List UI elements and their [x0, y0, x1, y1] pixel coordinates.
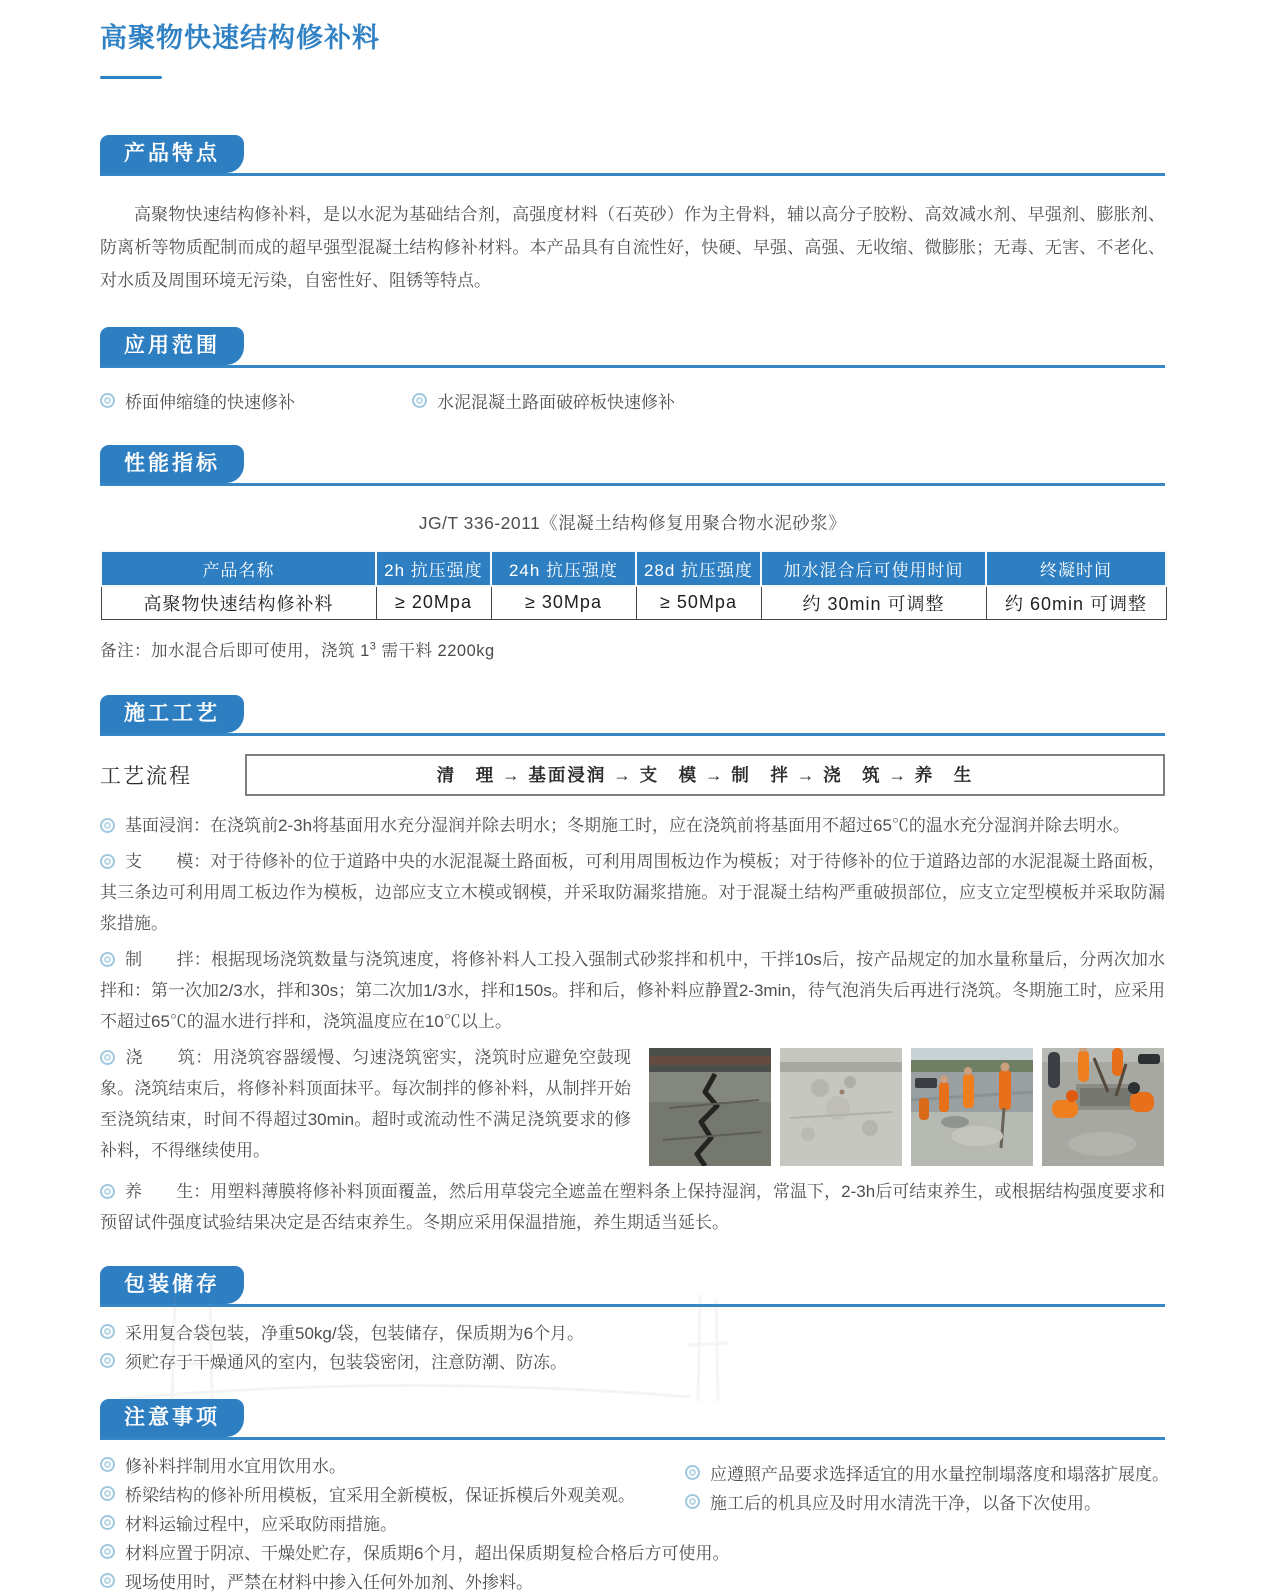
- cell-2h-strength: ≥ 20Mpa: [376, 586, 491, 619]
- notice-item-label: 桥梁结构的修补所用模板，宜采用全新模板，保证拆模后外观美观。: [125, 1485, 635, 1505]
- application-item-label: 桥面伸缩缝的快速修补: [125, 393, 295, 412]
- cell-24h-strength: ≥ 30Mpa: [491, 586, 636, 619]
- double-ring-bullet-icon: [100, 818, 115, 833]
- cell-product-name: 高聚物快速结构修补料: [101, 586, 376, 619]
- workers-pouring-repair-photo: [1042, 1048, 1164, 1166]
- packaging-item-label: 须贮存于干燥通风的室内，包装袋密闭，注意防潮、防冻。: [125, 1352, 567, 1372]
- notice-item-label: 现场使用时，严禁在材料中掺入任何外加剂、外掺料。: [125, 1572, 533, 1592]
- col-header-28d: 28d 抗压强度: [636, 551, 761, 586]
- step-formwork: [100, 846, 1165, 939]
- double-ring-bullet-icon: [685, 1465, 700, 1480]
- double-ring-bullet-icon: [100, 952, 115, 967]
- double-ring-bullet-icon: [100, 1353, 115, 1368]
- section-badge-packaging: 包装储存: [100, 1266, 244, 1304]
- step-label: 养 生：: [125, 1181, 211, 1201]
- col-header-final-set: 终凝时间: [986, 551, 1166, 586]
- process-flow-box: 清 理 → 基面浸润 → 支 模 → 制 拌 → 浇 筑 → 养 生: [245, 754, 1165, 796]
- application-item-label: 水泥混凝土路面破碎板快速修补: [437, 393, 675, 412]
- section-badge-performance: 性能指标: [100, 445, 244, 483]
- double-ring-bullet-icon: [100, 1573, 115, 1588]
- double-ring-bullet-icon: [100, 1457, 115, 1472]
- step-label: 支 模：: [125, 851, 211, 871]
- step-text: 用浇筑容器缓慢、匀速浇筑密实，浇筑时应避免空鼓现象。浇筑结束后，将修补料顶面抹平。每次制拌的修补料，从制拌开始至浇筑结束，时间不得超过30min。超时或流动性不满足浇筑要求的修补料，不得继续使用。: [100, 1047, 632, 1160]
- datasheet-page: [100, 0, 1169, 1593]
- section-header-rule: [100, 695, 1165, 736]
- section-header-rule: [100, 445, 1165, 486]
- section-features: [100, 135, 1165, 297]
- section-packaging: [100, 1266, 1165, 1373]
- process-flow-row: [100, 754, 1165, 796]
- cell-28d-strength: ≥ 50Mpa: [636, 586, 761, 619]
- table-row: [101, 586, 1166, 619]
- double-ring-bullet-icon: [100, 854, 115, 869]
- double-ring-bullet-icon: [100, 1544, 115, 1559]
- application-item: [412, 388, 675, 413]
- double-ring-bullet-icon: [685, 1494, 700, 1509]
- section-notice: [100, 1399, 1169, 1593]
- notice-item: [100, 1543, 1165, 1564]
- damaged-concrete-surface-photo: [780, 1048, 902, 1166]
- section-badge-construction: 施工工艺: [100, 695, 244, 733]
- double-ring-bullet-icon: [100, 1486, 115, 1501]
- process-flow-label: 工艺流程: [100, 764, 192, 788]
- road-repair-crew-photo: [911, 1048, 1033, 1166]
- section-header-rule: [100, 135, 1165, 176]
- cell-usable-time: 约 30min 可调整: [761, 586, 986, 619]
- step-curing: [100, 1176, 1165, 1238]
- notice-item: [685, 1493, 1165, 1514]
- cracked-pavement-photo: [649, 1048, 771, 1166]
- double-ring-bullet-icon: [100, 393, 115, 408]
- step-text: 根据现场浇筑数量与浇筑速度，将修补料人工投入强制式砂浆拌和机中，干拌10s后，按产品规定的加水量称量后，分两次加水拌和：第一次加2/3水，拌和30s；第二次加1/3水，拌和150s。拌和后，修补料应静置2-3min，待气泡消失后再进行浇筑。冬期施工时，应采用不超过65℃的温水进行拌和，浇筑温度应在10℃以上。: [100, 949, 1165, 1031]
- page-title: 高聚物快速结构修补料: [100, 23, 380, 53]
- notice-item: [100, 1572, 1165, 1593]
- table-remark: [100, 637, 1165, 661]
- packaging-item: [100, 1323, 1165, 1344]
- step-label: 浇 筑：: [125, 1047, 213, 1067]
- step-label: 基面浸润：: [125, 815, 210, 835]
- packaging-items: [100, 1323, 1165, 1373]
- application-items: [100, 388, 1165, 413]
- construction-photos: [649, 1048, 1165, 1166]
- double-ring-bullet-icon: [100, 1515, 115, 1530]
- notice-item: [685, 1464, 1169, 1485]
- col-header-24h: 24h 抗压强度: [491, 551, 636, 586]
- remark-superscript: 3: [369, 640, 377, 652]
- features-paragraph: 高聚物快速结构修补料，是以水泥为基础结合剂，高强度材料（石英砂）作为主骨料，辅以高分子胶粉、高效减水剂、早强剂、膨胀剂、防离析等物质配制而成的超早强型混凝土结构修补材料。本产品具有自流性好，快硬、早强、高强、无收缩、微膨胀；无毒、无害、不老化、对水质及周围环境无污染，自密性好、阻锈等特点。: [100, 205, 1165, 290]
- notice-item-label: 材料运输过程中，应采取防雨措施。: [125, 1514, 397, 1534]
- construction-steps: [100, 810, 1165, 1238]
- section-badge-features: 产品特点: [100, 135, 244, 173]
- section-construction: [100, 695, 1165, 1238]
- step-mixing: [100, 944, 1165, 1037]
- double-ring-bullet-icon: [100, 1050, 115, 1065]
- notice-items: [100, 1456, 1169, 1593]
- remark-text-suffix: 需干料 2200kg: [376, 641, 495, 660]
- double-ring-bullet-icon: [100, 1184, 115, 1199]
- remark-text: 备注：加水混合后即可使用，浇筑 1: [100, 641, 370, 660]
- section-performance: [100, 445, 1165, 661]
- cell-final-set: 约 60min 可调整: [986, 586, 1166, 619]
- performance-table: [100, 550, 1167, 620]
- step-label: 制 拌：: [125, 949, 211, 969]
- application-item: [100, 388, 412, 413]
- step-substrate-wetting: [100, 810, 1165, 841]
- standard-reference: JG/T 336-2011《混凝土结构修复用聚合物水泥砂浆》: [418, 513, 847, 533]
- title-underline: [100, 76, 162, 79]
- col-header-product: 产品名称: [101, 551, 376, 586]
- section-header-rule: [100, 1399, 1165, 1440]
- section-header-rule: [100, 1266, 1165, 1307]
- table-header-row: [101, 551, 1166, 586]
- packaging-item: [100, 1352, 1165, 1373]
- notice-item-label: 材料应置于阴凉、干燥处贮存，保质期6个月，超出保质期复检合格后方可使用。: [125, 1543, 730, 1563]
- notice-right-column: [685, 1456, 1169, 1522]
- notice-item-label: 修补料拌制用水宜用饮用水。: [125, 1456, 346, 1476]
- packaging-item-label: 采用复合袋包装，净重50kg/袋，包装储存，保质期为6个月。: [125, 1323, 585, 1343]
- notice-item-label: 施工后的机具应及时用水清洗干净，以备下次使用。: [710, 1493, 1101, 1513]
- section-badge-notice: 注意事项: [100, 1399, 244, 1437]
- section-application: [100, 327, 1165, 413]
- step-text: 对于待修补的位于道路中央的水泥混凝土路面板，可利用周围板边作为模板；对于待修补的位于道路边部的水泥混凝土路面板，其三条边可利用周工板边作为模板，边部应支立木模或钢模，并采取防漏浆措施。对于混凝土结构严重破损部位，应支立定型模板并采取防漏浆措施。: [100, 851, 1165, 933]
- col-header-usable-time: 加水混合后可使用时间: [761, 551, 986, 586]
- section-header-rule: [100, 327, 1165, 368]
- step-text: 在浇筑前2-3h将基面用水充分湿润并除去明水；冬期施工时，应在浇筑前将基面用不超过65℃的温水充分湿润并除去明水。: [210, 815, 1130, 835]
- section-badge-application: 应用范围: [100, 327, 244, 365]
- notice-item-label: 应遵照产品要求选择适宜的用水量控制塌落度和塌落扩展度。: [710, 1464, 1169, 1484]
- double-ring-bullet-icon: [100, 1324, 115, 1339]
- col-header-2h: 2h 抗压强度: [376, 551, 491, 586]
- step-text: 用塑料薄膜将修补料顶面覆盖，然后用草袋完全遮盖在塑料条上保持湿润，常温下，2-3h后可结束养生，或根据结构强度要求和预留试件强度试验结果决定是否结束养生。冬期应采用保温措施，养生期适当延长。: [100, 1181, 1165, 1232]
- double-ring-bullet-icon: [412, 393, 427, 408]
